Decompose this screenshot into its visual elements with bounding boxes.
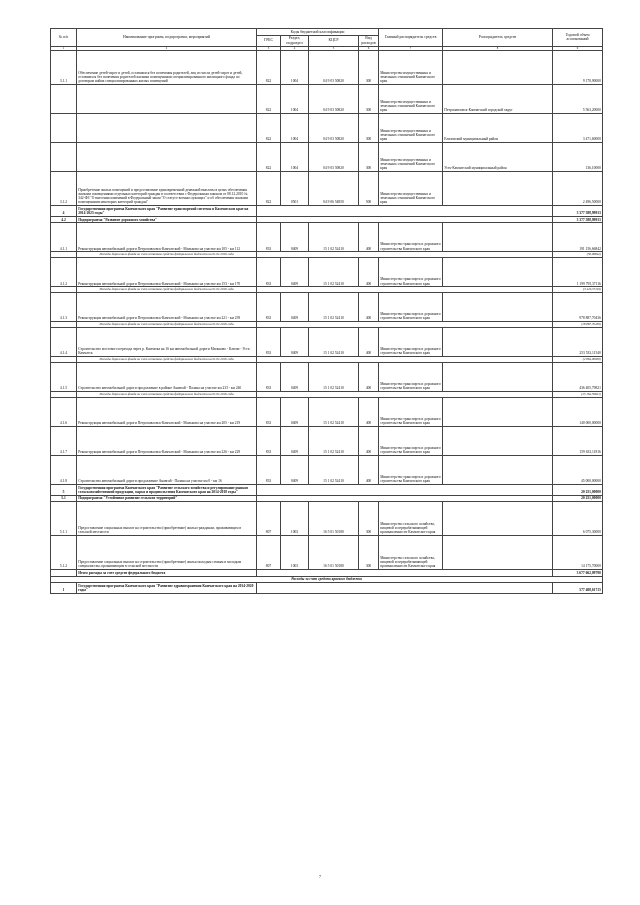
row-vr: 300 [359, 85, 379, 114]
row-name [77, 85, 257, 114]
row-total: 253 533,11540 [553, 328, 603, 357]
row-csr: 16 5 01 50180 [309, 536, 359, 570]
row-grbs: 833 [257, 293, 281, 322]
row-recipient [443, 502, 553, 536]
row-num: 5 [51, 485, 77, 496]
row-vr: 300 [359, 114, 379, 143]
row-note-total: (56,06842) [553, 252, 603, 258]
row-grbs: 833 [257, 363, 281, 392]
table-header [51, 29, 603, 51]
row-admin: Министерство имущественных и земельных отношений Камчатского края [379, 51, 443, 85]
row-vr: 300 [359, 51, 379, 85]
row-admin: Министерство транспорта и дорожного строительства Камчатского края [379, 258, 443, 287]
table-row [51, 456, 603, 485]
header-index: 1 [51, 46, 77, 51]
row-empty [257, 485, 553, 496]
row-name: Реконструкция автомобильной дороги Петропавловск-Камчатский - Мильково на участке км 221 - км 239 [77, 293, 257, 322]
row-grbs: 822 [257, 51, 281, 85]
row-vr: 300 [359, 536, 379, 570]
row-recipient [443, 363, 553, 392]
row-num [51, 85, 77, 114]
row-admin: Министерство сельского хозяйства, пищевой и перерабатывающей промышленности Камчатского края [379, 536, 443, 570]
row-razdel: 1004 [281, 114, 309, 143]
row-csr: 15 1 02 52410 [309, 223, 359, 252]
row-num: 4 [51, 206, 77, 217]
row-recipient [443, 172, 553, 206]
header-total: Годовой объем ассигнований [553, 29, 603, 47]
row-razdel: 0409 [281, 293, 309, 322]
row-total: 577 408,61715 [553, 583, 603, 594]
row-empty [257, 206, 553, 217]
table-row [51, 502, 603, 536]
header-index: 6 [359, 46, 379, 51]
row-total: 2 496,50000 [553, 172, 603, 206]
row-razdel: 1004 [281, 51, 309, 85]
row-total: 20 251,00000 [553, 495, 603, 501]
row-csr: 15 1 02 52410 [309, 293, 359, 322]
row-csr: 04 9 03 50820 [309, 114, 359, 143]
row-vr: 400 [359, 427, 379, 456]
header-index: 7 [379, 46, 443, 51]
header-csr: КЦСР [309, 35, 359, 46]
row-razdel: 0409 [281, 398, 309, 427]
row-admin: Министерство транспорта и дорожного строительства Камчатского края [379, 293, 443, 322]
row-recipient [443, 293, 553, 322]
table-row [51, 143, 603, 172]
header-razdel: Раздел, подраздел [281, 35, 309, 46]
row-total: 20 251,00000 [553, 485, 603, 496]
row-grbs: 807 [257, 502, 281, 536]
row-num: 5.1 [51, 495, 77, 501]
row-note-text: Расходы дорожного фонда за счет остатков средств федерального бюджета на 01.01.2016 года [77, 357, 257, 363]
row-grbs: 822 [257, 143, 281, 172]
row-total: 1 199 795,37116 [553, 258, 603, 287]
row-vr: 400 [359, 293, 379, 322]
row-recipient [443, 536, 553, 570]
row-total: 978 887,70436 [553, 293, 603, 322]
row-grbs: 822 [257, 114, 281, 143]
row-name: Обеспечение детей-сирот и детей, оставшихся без попечения родителей, лиц из числа детей-сирот и детей, оставшихся без попечения родителей жилыми помещениями специализированного жилищного фонда по договорам найма специализированных жилых помещений [77, 51, 257, 85]
row-csr: 04 9 03 50820 [309, 85, 359, 114]
table-row [51, 258, 603, 287]
row-csr: 04 9 03 50820 [309, 51, 359, 85]
row-total: 3 377 588,99913 [553, 216, 603, 222]
row-note-text: Расходы дорожного фонда за счет остатков средств федерального бюджета на 01.01.2016 года [77, 252, 257, 258]
page-number: 7 [319, 874, 321, 879]
row-name [77, 143, 257, 172]
row-num: 1 [51, 583, 77, 594]
row-admin: Министерство имущественных и земельных отношений Камчатского края [379, 114, 443, 143]
row-admin: Министерство транспорта и дорожного строительства Камчатского края [379, 363, 443, 392]
row-csr: 15 1 02 52410 [309, 363, 359, 392]
row-razdel: 1003 [281, 502, 309, 536]
row-name: Государственная программа Камчатского края "Развитие сельского хозяйства и регулирование рынков сельскохозяйственной продукции, сырья и продовольствия Камчатского края на 2014-2018 годы" [77, 485, 257, 496]
table-row-total [51, 583, 603, 594]
document-page [50, 28, 602, 594]
row-name: Строительство автомобильной дороги продолжение в районе Анавгай - Палана на участке км 233 - км 240 [77, 363, 257, 392]
row-razdel: 1004 [281, 143, 309, 172]
header-admin: Главный распорядитель средств [379, 29, 443, 47]
row-razdel: 0409 [281, 258, 309, 287]
row-admin: Министерство транспорта и дорожного строительства Камчатского края [379, 427, 443, 456]
row-note-text: Расходы дорожного фонда за счет остатков средств федерального бюджета на 01.01.2016 года [77, 392, 257, 398]
row-num: 3.1.2 [51, 172, 77, 206]
row-grbs: 807 [257, 536, 281, 570]
table-row [51, 223, 603, 252]
row-admin: Министерство сельского хозяйства, пищевой и перерабатывающей промышленности Камчатского края [379, 502, 443, 536]
table-row-total [51, 206, 603, 217]
row-total: 3 471,60000 [553, 114, 603, 143]
row-csr: 15 1 02 52410 [309, 456, 359, 485]
table-row [51, 363, 603, 392]
row-admin: Министерство транспорта и дорожного строительства Камчатского края [379, 398, 443, 427]
row-num: 4.2 [51, 216, 77, 222]
row-razdel: 1004 [281, 85, 309, 114]
row-vr: 400 [359, 363, 379, 392]
row-recipient: Петропавловск-Камчатский городской округ [443, 85, 553, 114]
row-name: Государственная программа Камчатского края "Развитие транспортной системы в Камчатском крае на 2014-2025 годы" [77, 206, 257, 217]
row-num: 4.1.7 [51, 427, 77, 456]
header-recipient: Распорядитель средств [443, 29, 553, 47]
row-recipient: Усть-Камчатский муниципальный район [443, 143, 553, 172]
row-vr: 300 [359, 502, 379, 536]
row-razdel: 0409 [281, 328, 309, 357]
header-num: № п/п [51, 29, 77, 47]
row-vr: 500 [359, 172, 379, 206]
row-csr: 15 1 02 52410 [309, 328, 359, 357]
row-razdel: 1003 [281, 536, 309, 570]
row-name: Предоставление социальных выплат на строительство (приобретение) жилья гражданам, проживающим в сельской местности [77, 502, 257, 536]
table-row [51, 172, 603, 206]
row-total: 6 075,30000 [553, 502, 603, 536]
row-recipient [443, 258, 553, 287]
row-name [77, 114, 257, 143]
row-total: 191 156,66842 [553, 223, 603, 252]
header-vr: Вид расходов [359, 35, 379, 46]
row-name: Реконструкция автомобильной дороги Петропавловск-Камчатский - Мильково на участке км 226 - км 229 [77, 427, 257, 456]
row-total: 140 000,00000 [553, 398, 603, 427]
table-row [51, 114, 603, 143]
row-vr: 400 [359, 328, 379, 357]
row-grbs: 833 [257, 398, 281, 427]
header-index: 4 [281, 46, 309, 51]
row-csr: 15 1 02 52410 [309, 258, 359, 287]
table-row [51, 398, 603, 427]
row-name: Подпрограмма "Развитие дорожного хозяйства" [77, 216, 257, 222]
row-note-total: (2 864,00000) [553, 357, 603, 363]
row-num: 4.1.2 [51, 258, 77, 287]
table-body [51, 51, 603, 593]
row-note-text: Расходы дорожного фонда за счет остатков средств федерального бюджета на 01.01.2016 года [77, 322, 257, 328]
row-recipient: Елизовский муниципальный район [443, 114, 553, 143]
row-total: 159 633,11816 [553, 427, 603, 456]
row-note-total: (3 419,37116) [553, 287, 603, 293]
table-row [51, 51, 603, 85]
row-recipient [443, 223, 553, 252]
row-note-text: Расходы дорожного фонда за счет остатков средств федерального бюджета на 01.01.2016 года [77, 287, 257, 293]
row-num: 4.1.3 [51, 293, 77, 322]
header-index: 8 [443, 46, 553, 51]
row-csr: 04 9 03 50820 [309, 143, 359, 172]
row-num [51, 143, 77, 172]
row-vr: 400 [359, 258, 379, 287]
row-grbs: 833 [257, 328, 281, 357]
row-grbs: 833 [257, 258, 281, 287]
row-name: Строительство мостового перехода через р. Камчатка на 16 км автомобильной дороги Мильково - Ключи - Усть-Камчатск [77, 328, 257, 357]
row-razdel: 0409 [281, 456, 309, 485]
row-grbs: 833 [257, 223, 281, 252]
row-grbs: 833 [257, 456, 281, 485]
row-num: 3.1.1 [51, 51, 77, 85]
row-recipient [443, 456, 553, 485]
row-total: 45 000,00000 [553, 456, 603, 485]
row-empty [257, 583, 553, 594]
row-num: 4.1.4 [51, 328, 77, 357]
row-name: Итого расходы за счет средств федерального бюджета [77, 570, 257, 576]
row-admin: Министерство транспорта и дорожного строительства Камчатского края [379, 456, 443, 485]
row-recipient [443, 328, 553, 357]
row-grbs: 833 [257, 427, 281, 456]
section-title: Расходы за счет средств краевого бюджета [51, 576, 603, 582]
row-vr: 400 [359, 456, 379, 485]
row-razdel: 0409 [281, 223, 309, 252]
row-vr: 400 [359, 398, 379, 427]
row-csr: 16 5 01 50180 [309, 502, 359, 536]
header-index: 2 [77, 46, 257, 51]
header-index: 9 [553, 46, 603, 51]
row-admin: Министерство имущественных и земельных отношений Камчатского края [379, 172, 443, 206]
row-num: 5.1.1 [51, 502, 77, 536]
row-vr: 400 [359, 223, 379, 252]
row-num: 4.1.6 [51, 398, 77, 427]
row-recipient [443, 51, 553, 85]
row-razdel: 0409 [281, 363, 309, 392]
row-csr: 04 9 06 54850 [309, 172, 359, 206]
table-row [51, 536, 603, 570]
row-num [51, 114, 77, 143]
row-total: 14 175,70000 [553, 536, 603, 570]
row-name: Предоставление социальных выплат на строительство (приобретение) жилья молодым семьям и молодым специалистам, проживающим в сельской местности [77, 536, 257, 570]
table-row [51, 328, 603, 357]
row-name: Приобретение жилых помещений и предоставление единовременной денежной выплаты в целях обеспечения жилыми помещениями отдельных категорий граждан в соответствии с Федеральным законом от 08.12.2010 № 342-ФЗ "О внесении изменений в Федеральный закон "О статусе военнослужащих" и об обеспечении жилыми помещениями некоторых категорий граждан" [77, 172, 257, 206]
row-num: 4.1.1 [51, 223, 77, 252]
row-num: 5.1.2 [51, 536, 77, 570]
row-admin: Министерство транспорта и дорожного строительства Камчатского края [379, 223, 443, 252]
row-name: Реконструкция автомобильной дороги Петропавловск-Камчатский - Мильково на участке км 105 - км 112 [77, 223, 257, 252]
row-total: 436 405,79821 [553, 363, 603, 392]
row-name: Строительство автомобильной дороги продолжение Анавгай - Палана на участке км 0 - км 16 [77, 456, 257, 485]
header-index: 3 [257, 46, 281, 51]
row-num: 4.1.5 [51, 363, 77, 392]
row-vr: 300 [359, 143, 379, 172]
row-admin: Министерство имущественных и земельных отношений Камчатского края [379, 85, 443, 114]
row-total: 136,10000 [553, 143, 603, 172]
header-codes-group: Коды бюджетной классификации [257, 29, 379, 36]
row-grbs: 822 [257, 85, 281, 114]
row-total: 3 677 662,09790 [553, 570, 603, 576]
header-index: 5 [309, 46, 359, 51]
row-recipient [443, 427, 553, 456]
row-razdel: 0409 [281, 427, 309, 456]
table-row [51, 293, 603, 322]
row-num: 4.1.8 [51, 456, 77, 485]
row-name: Государственная программа Камчатского края "Развитие здравоохранения Камчатского края на 2014-2020 годы" [77, 583, 257, 594]
row-total: 9 170,90000 [553, 51, 603, 85]
row-name: Реконструкция автомобильной дороги Петропавловск-Камчатский - Мильково на участке км 153 - км 170 [77, 258, 257, 287]
row-grbs: 822 [257, 172, 281, 206]
row-admin: Министерство транспорта и дорожного строительства Камчатского края [379, 328, 443, 357]
row-total: 5 563,20000 [553, 85, 603, 114]
row-recipient [443, 398, 553, 427]
row-csr: 15 1 02 52410 [309, 398, 359, 427]
header-name: Наименование программ, подпрограмм, мероприятий [77, 29, 257, 47]
table-row [51, 85, 603, 114]
header-grbs: ГРБС [257, 35, 281, 46]
table-row-total [51, 485, 603, 496]
row-name: Подпрограмма "Устойчивое развитие сельских территорий" [77, 495, 257, 501]
row-note-total: (18 887,70436) [553, 322, 603, 328]
row-name: Реконструкция автомобильной дороги Петропавловск-Камчатский - Мильково на участке км 205 - км 219 [77, 398, 257, 427]
budget-table [50, 28, 603, 594]
row-note-total: (13 164,59821) [553, 392, 603, 398]
row-admin: Министерство имущественных и земельных отношений Камчатского края [379, 143, 443, 172]
table-row [51, 427, 603, 456]
row-total: 3 377 588,99913 [553, 206, 603, 217]
row-razdel: 0501 [281, 172, 309, 206]
row-csr: 15 1 02 52410 [309, 427, 359, 456]
